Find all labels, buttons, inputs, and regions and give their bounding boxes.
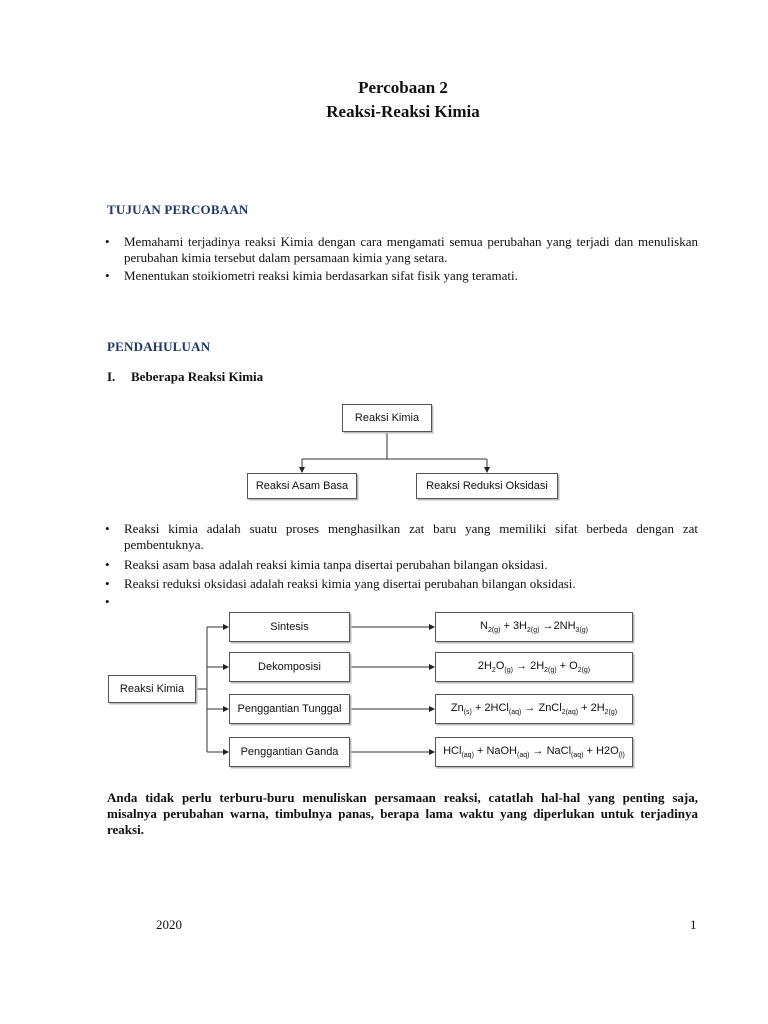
title-line-2: Reaksi-Reaksi Kimia	[326, 102, 480, 121]
tujuan-item-2-text: Menentukan stoikiometri reaksi kimia berdasarkan sifat fisik yang teramati.	[124, 268, 518, 283]
diagram1-redoks-box: Reaksi Reduksi Oksidasi	[416, 473, 558, 499]
equation-box-penggantian-tunggal	[435, 694, 633, 724]
bullet-icon: •	[105, 557, 110, 572]
diagram1-root-box: Reaksi Kimia	[342, 404, 432, 432]
info-item-3	[105, 576, 698, 592]
info-item-2	[105, 557, 698, 573]
equation-box-penggantian-ganda	[435, 737, 633, 767]
tujuan-heading: TUJUAN PERCOBAAN	[107, 202, 249, 217]
bullet-icon: •	[105, 576, 110, 591]
arrow-icon: →	[521, 702, 539, 714]
diagram2-root-box: Reaksi Kimia	[108, 675, 196, 703]
diagram1-asam-basa-box: Reaksi Asam Basa	[247, 473, 357, 499]
equation-box-sintesis	[435, 612, 633, 642]
info-item-3-text: Reaksi reduksi oksidasi adalah reaksi kimia yang disertai perubahan bilangan oksidasi.	[124, 576, 576, 591]
equation-text: $Zn_{(s)} + 2HCl_{(aq)}$ → ZnCl$_{2(aq)}$ + $2H_{2(g)}$	[450, 702, 618, 716]
bullet-icon: •	[105, 594, 110, 609]
arrow-icon: →	[529, 745, 547, 757]
page-number: 1	[690, 917, 697, 932]
type-box-sintesis: Sintesis	[229, 612, 350, 642]
equation-text: HCl$_{(aq)}$ + NaOH$_{(aq)}$ → NaCl$_{(aq)}$ + $H2O_{(l)}$	[443, 745, 625, 759]
arrow-icon: →	[539, 620, 554, 632]
info-item-1	[105, 521, 698, 553]
arrow-icon: →	[512, 660, 531, 672]
tujuan-item-1	[105, 234, 698, 266]
bullet-icon: •	[105, 268, 110, 283]
equation-text: $N_{2(g)} + 3H_{2(g)} \to 2NH_{3(g)}$	[480, 620, 588, 634]
tujuan-item-2	[105, 268, 698, 284]
sub-heading: Beberapa Reaksi Kimia	[131, 369, 264, 384]
bullet-icon: •	[105, 234, 110, 249]
equation-box-dekomposisi	[435, 652, 633, 682]
title-line-1: Percobaan 2	[358, 78, 448, 97]
info-item-2-text: Reaksi asam basa adalah reaksi kimia tanpa disertai perubahan bilangan oksidasi.	[124, 557, 548, 572]
equation-text: $2H_2O_{(g)} \to 2H_{2(g)} + O_{2(g)}$	[477, 660, 591, 674]
type-box-penggantian-tunggal: Penggantian Tunggal	[229, 694, 350, 724]
bullet-icon: •	[105, 521, 110, 536]
type-box-penggantian-ganda: Penggantian Ganda	[229, 737, 350, 767]
pendahuluan-heading: PENDAHULUAN	[107, 339, 211, 354]
info-item-1-text: Reaksi kimia adalah suatu proses menghasilkan zat baru yang memiliki sifat berbeda dengan zat pembentuknya.	[124, 521, 698, 552]
sub-heading-number: I.	[107, 369, 116, 384]
note-paragraph: Anda tidak perlu terburu-buru menuliskan persamaan reaksi, catatlah hal-hal yang penting saja, misalnya perubahan warna, timbulnya panas, berapa lama waktu yang diperlukan untuk terjadinya reaksi.	[107, 790, 698, 837]
footer-year: 2020	[156, 917, 182, 932]
tujuan-item-1-text: Memahami terjadinya reaksi Kimia dengan cara mengamati semua perubahan yang terjadi dan menuliskan perubahan kimia tersebut dalam persamaan kimia yang setara.	[124, 234, 698, 265]
type-box-dekomposisi: Dekomposisi	[229, 652, 350, 682]
